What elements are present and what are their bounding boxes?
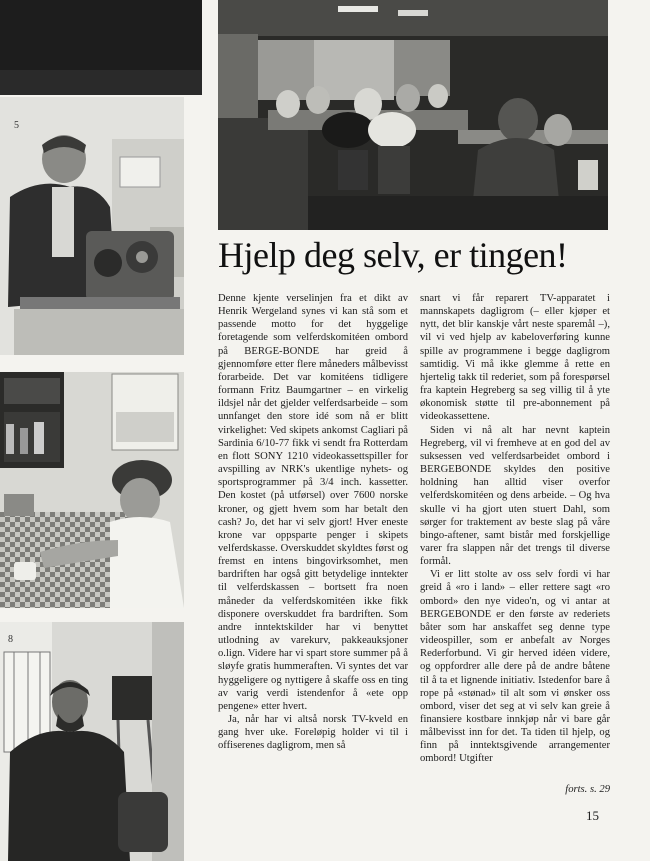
- photo-8-man-in-workshop: [0, 622, 184, 861]
- photo-number-5: 5: [14, 120, 19, 131]
- page-number: 15: [586, 808, 599, 823]
- photo-5-man-with-engine: [0, 97, 184, 355]
- article-column-1: [218, 292, 408, 752]
- column2-paragraph-1: snart vi får reparert TV-apparatet i mannskapets dagligrom (– eller kjøper et nytt, det blir kanskje vårt neste sparemål –), vil vi ved hjelp av kabeloverføring kunne spille av programmene i begge dagligrom samtidig. Vi må ikke glemme å rette en hjertelig takk til rederiet, som på forespørsel fra kaptein Hegreberg sa seg villig til å yte økonomisk støtte til pre-abonnement på videokassettene.: [420, 293, 610, 423]
- article-headline: Hjelp deg selv, er tingen!: [218, 235, 568, 275]
- column2-paragraph-3: Vi er litt stolte av oss selv fordi vi har greid å «ro i land» – eller rettere sagt «ro ombord» den nye video'n, og vi antar at BERGEBONDE er den første av rederiets båter som har anskaffet seg denne type videospiller, som er anbefalt av Norges Rederforbund. Vi gir herved idéen videre, og oppfordrer alle dere på de andre båtene til å ta et lignende initiativ. Istedenfor bare å rope på «stønad» til alt som vi ønsker oss ombord, viser det seg at vi selv kan greie å finansiere kostbare innkjøp når vi bare går målbevisst inn for det. Ta tiden til hjelp, og finn på inntektsgivende arrangementer ombord! Utgifter: [420, 569, 610, 765]
- photo-number-8: 8: [8, 634, 13, 645]
- column1-paragraph-2: Ja, når har vi altså norsk TV-kveld en gang hver uke. Foreløpig holder vi til i offiserenes dagligrom, men så: [218, 714, 408, 752]
- column2-paragraph-2: Siden vi nå alt har nevnt kaptein Hegreberg, vil vi fremheve at en god del av suksessen ved velferdsarbeidet ombord i BERGEBONDE skyldes den positive holdning han alltid viser overfor velferdskomitéen og dens arbeide. – Og hva skulle vi ha gjort uten stuert Dahl, som sørger for traktement av beste slag på våre bingo-aftener, samt bistår med forskjellige varer fra slappen når det trengs til diverse formål.: [420, 424, 610, 568]
- article-column-2: [420, 292, 610, 766]
- photo-top-left: [0, 0, 202, 95]
- continued-reference: forts. s. 29: [565, 784, 610, 795]
- photo-mess-room: [218, 0, 608, 230]
- column1-paragraph-1: Denne kjente verselinjen fra et dikt av Henrik Wergeland synes vi kan stå som et passende motto for det hyggelige foretagende som velferdskomitéen ombord på BERGE-BONDE har greid å gjennomføre etter flere måneders målbevisst forarbeide. Det var komitéens tidligere formann Fritz Baumgartner – en virkelig ildsjel når det gjelder velferdsarbeide – som unnfanget den store idé som nå er blitt virkelighet: Ved skipets ankomst Cagliari på Sardinia 6/10-77 fikk vi sendt fra Rotterdam en flott SONY 1210 videokassettspiller for avspilling av NRK's ukentlige nyhets- og sportsprogrammer på 3/4 inch. kassetter. Den kostet (på utførsel) over 7600 norske kroner, og gjett hvem som har betalt den cash? Jo, det har vi selv gjort! Hver eneste krone var oppsparte penger i skipets velferdskasse. Overskuddet skyldtes først og fremst en intens bingovirksomhet, men bardriften har også gitt betydelige inntekter til velferdskassen – bortsett fra noen måneder da velferdskomitéen ikke fikk disponere overskuddet fra bardriften. Som andre inntektskilder har vi benyttet utlodning av varekurv, pakkeauksjoner o.lign. Videre har vi spart store summer på å sløyfe gratis hummeraften. Vi syntes det var hyggeligere og nyttigere å skaffe oss en ting av varig verdi istendenfor å «ete opp pengene» etter hvert.: [218, 293, 408, 712]
- photo-6-woman-at-table: [0, 372, 184, 608]
